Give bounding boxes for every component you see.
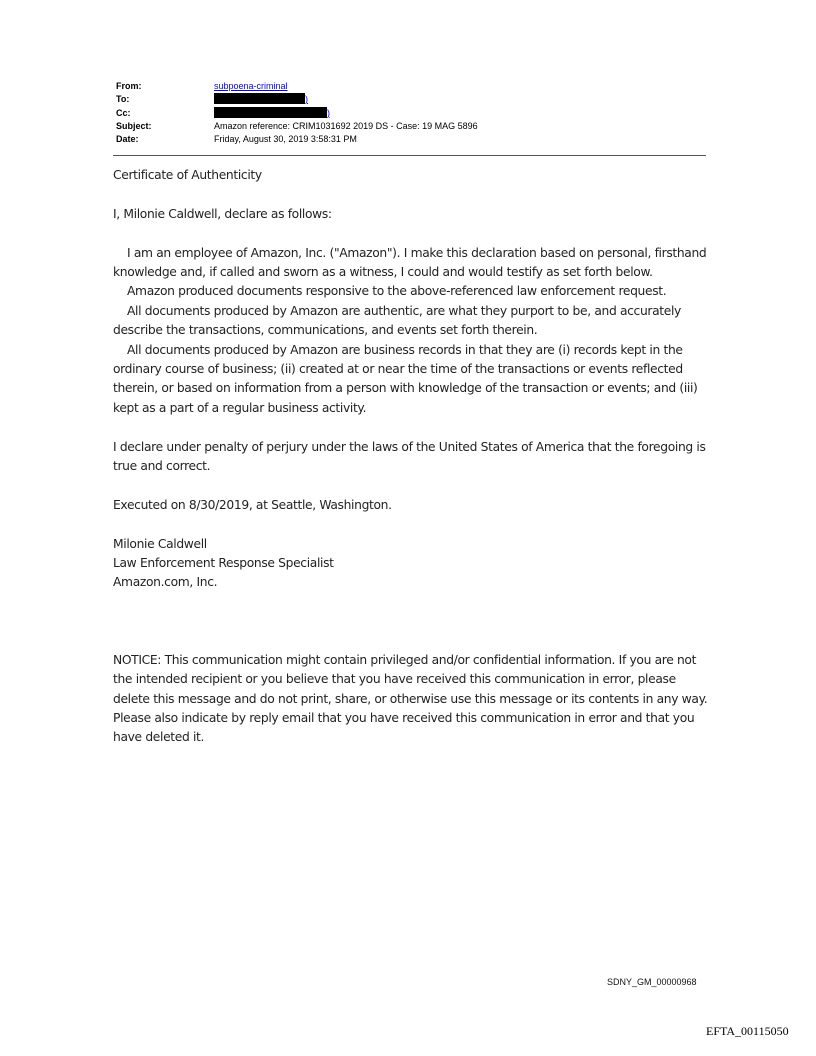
subject-value: Amazon reference: CRIM1031692 2019 DS - Case: 19 MAG 5896 (214, 120, 478, 131)
cc-row (116, 107, 706, 120)
confidentiality-notice: NOTICE: This communication might contain privileged and/or confidential information. If you are not the intended recipient or you believe that you have received this communication in error, please delete this message and do not print, share, or otherwise use this message or its contents in any way. Please also indicate by reply email that you have received this communication in error and that you have deleted it. (113, 652, 708, 745)
statement-paragraph: All documents produced by Amazon are business records in that they are (i) records kept in the ordinary course of business; (ii) created at or near the time of the transactions or events reflected therein, or based on information from a person with knowledge of the transaction or events; and (iii) kept as a part of a regular business activity. (113, 342, 698, 415)
date-label: Date: (116, 134, 139, 145)
date-value: Friday, August 30, 2019 3:58:31 PM (214, 134, 357, 145)
declarant-intro: I, Milonie Caldwell, declare as follows: (113, 206, 332, 221)
signature-company: Amazon.com, Inc. (113, 575, 218, 590)
subject-row (116, 120, 706, 133)
perjury-declaration: I declare under penalty of perjury under the laws of the United States of America that the foregoing is true and correct. (113, 439, 706, 474)
from-label: From: (116, 81, 142, 91)
statement-paragraph: All documents produced by Amazon are authentic, are what they purport to be, and accurately describe the transactions, communications, and events set forth therein. (113, 303, 681, 338)
execution-statement: Executed on 8/30/2019, at Seattle, Washington. (113, 497, 392, 512)
signature-name: Milonie Caldwell (113, 536, 207, 551)
cc-address-suffix: ) (327, 107, 330, 118)
email-body (113, 166, 709, 748)
from-address-link[interactable]: subpoena-criminal (214, 81, 288, 91)
certificate-title: Certificate of Authenticity (113, 168, 262, 182)
cc-address-link[interactable] (214, 107, 330, 120)
header-divider (113, 155, 706, 156)
statement-paragraph: Amazon produced documents responsive to the above-referenced law enforcement request. (127, 284, 667, 299)
email-header (116, 80, 706, 146)
redaction-bar (214, 107, 327, 118)
signature-title: Law Enforcement Response Specialist (113, 556, 334, 571)
date-row (116, 133, 706, 146)
to-address-suffix: ) (305, 94, 308, 105)
from-row (116, 80, 706, 93)
cc-label: Cc: (116, 107, 131, 118)
to-row (116, 93, 706, 106)
to-address-link[interactable] (214, 93, 308, 106)
subject-label: Subject: (116, 120, 152, 131)
redaction-bar (214, 93, 305, 104)
to-label: To: (116, 94, 130, 105)
statement-paragraph: I am an employee of Amazon, Inc. ("Amazon"). I make this declaration based on personal, firsthand knowledge and, if called and sworn as a witness, I could and would testify as set forth below. (113, 245, 707, 279)
bates-number: SDNY_GM_00000968 (607, 977, 697, 987)
efta-number: EFTA_00115050 (706, 1024, 789, 1038)
